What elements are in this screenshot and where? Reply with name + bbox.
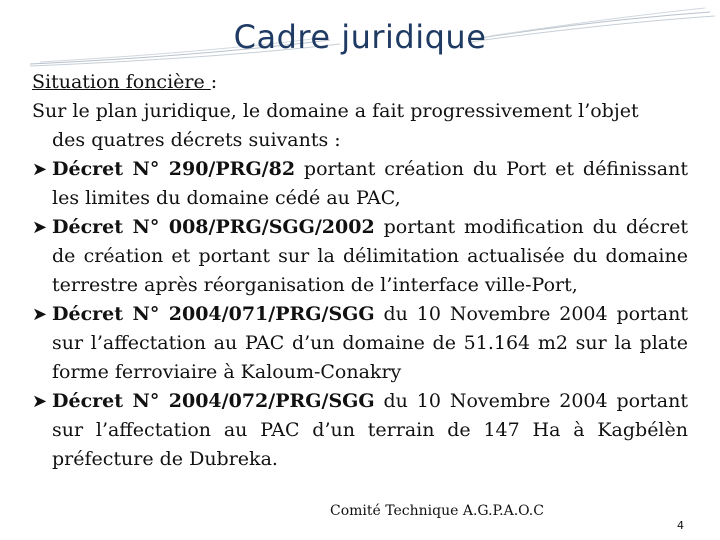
list-item: [32, 155, 688, 213]
slide-title: Cadre juridique: [233, 18, 487, 56]
decree-description: portant modification du décret de création et portant sur la délimitation actualisée du domaine terrestre après réorganisation de l’interface ville-Port,: [52, 216, 688, 296]
arrow-bullet-icon: ➤: [32, 304, 48, 325]
page-number: 4: [677, 519, 684, 532]
list-item: [32, 213, 688, 300]
arrow-bullet-icon: ➤: [32, 159, 48, 180]
intro-line-1: Sur le plan juridique, le domaine a fait progressivement l’objet: [32, 100, 639, 122]
decree-reference: Décret N° 008/PRG/SGG/2002: [52, 216, 375, 238]
intro-paragraph: [32, 97, 688, 155]
decree-description: du 10 Novembre 2004 portant sur l’affectation au PAC d’un domaine de 51.164 m2 sur la plate forme ferroviaire à Kaloum-Conakry: [52, 303, 688, 383]
slide-body: [32, 68, 688, 474]
decree-description: portant création du Port et définissant les limites du domaine cédé au PAC,: [52, 158, 688, 209]
section-heading-suffix: :: [210, 71, 218, 93]
arrow-bullet-icon: ➤: [32, 217, 48, 238]
decree-reference: Décret N° 290/PRG/82: [52, 158, 296, 180]
intro-line-2: des quatres décrets suivants :: [52, 129, 341, 151]
list-item: [32, 300, 688, 387]
footer-organization: Comité Technique A.G.P.A.O.C: [330, 503, 544, 519]
decree-description: du 10 Novembre 2004 portant sur l’affectation au PAC d’un terrain de 147 Ha à Kagbélèn préfecture de Dubreka.: [52, 390, 688, 470]
section-heading: Situation foncière: [32, 71, 211, 93]
list-item: [32, 387, 688, 474]
section-heading-line: [32, 68, 688, 97]
arrow-bullet-icon: ➤: [32, 391, 48, 412]
decree-reference: Décret N° 2004/071/PRG/SGG: [52, 303, 375, 325]
decree-reference: Décret N° 2004/072/PRG/SGG: [52, 390, 375, 412]
